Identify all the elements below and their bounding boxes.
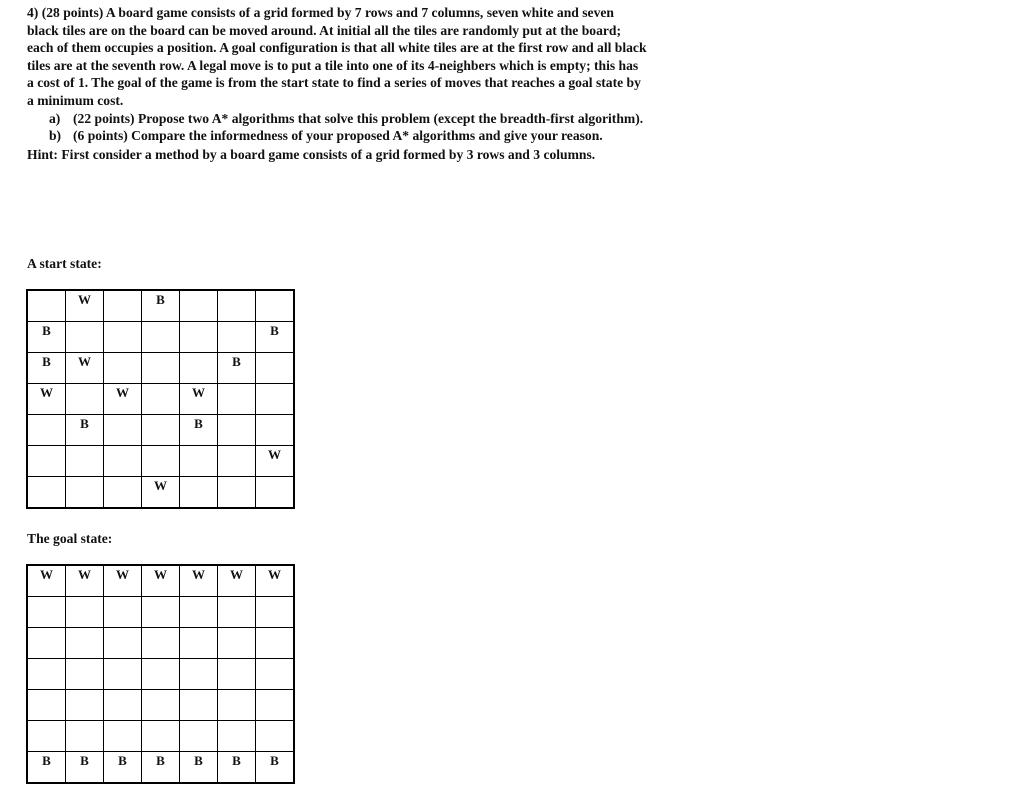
grid-row [27, 565, 294, 597]
grid-cell: W [66, 353, 104, 384]
grid-cell [218, 721, 256, 752]
grid-cell [142, 597, 180, 628]
goal-state-grid [26, 564, 295, 784]
part-a-label: a) [49, 110, 61, 126]
grid-cell: W [66, 565, 104, 597]
grid-cell [218, 322, 256, 353]
grid-cell: W [180, 565, 218, 597]
grid-cell: B [66, 415, 104, 446]
grid-cell [256, 597, 295, 628]
grid-row [27, 690, 294, 721]
grid-cell [66, 690, 104, 721]
grid-cell: W [27, 565, 66, 597]
grid-cell [142, 690, 180, 721]
grid-row [27, 628, 294, 659]
grid-cell [218, 690, 256, 721]
grid-cell [218, 477, 256, 509]
grid-cell [180, 628, 218, 659]
grid-cell: B [142, 290, 180, 322]
grid-cell [104, 322, 142, 353]
grid-cell: B [27, 353, 66, 384]
grid-cell [27, 290, 66, 322]
grid-cell [218, 446, 256, 477]
grid-cell [104, 628, 142, 659]
grid-cell [104, 477, 142, 509]
part-b-text: (6 points) Compare the informedness of your proposed A* algorithms and give your reason. [73, 128, 603, 144]
grid-cell [218, 384, 256, 415]
problem-intro: 4) (28 points) A board game consists of a grid formed by 7 rows and 7 columns, seven white and seven black tiles are on the board can be moved around. At initial all the tiles are randomly put at the board; each of them occupies a position. A goal configuration is that all white tiles are at the first row and all black tiles are at the seventh row. A legal move is to put a tile into one of its 4-neighbers which is empty; this has a cost of 1. The goal of the game is from the start state to find a series of moves that reaches a goal state by a minimum cost. [27, 5, 647, 108]
grid-cell [180, 477, 218, 509]
grid-cell [180, 322, 218, 353]
grid-cell [104, 597, 142, 628]
part-b [49, 127, 647, 145]
grid-cell: B [218, 752, 256, 784]
grid-cell [256, 384, 295, 415]
grid-cell [180, 290, 218, 322]
grid-cell [66, 659, 104, 690]
grid-cell [66, 322, 104, 353]
grid-cell [256, 659, 295, 690]
grid-cell: B [218, 353, 256, 384]
grid-cell [142, 353, 180, 384]
grid-cell [27, 597, 66, 628]
grid-cell [104, 659, 142, 690]
grid-cell [27, 628, 66, 659]
grid-row [27, 659, 294, 690]
grid-cell [218, 597, 256, 628]
grid-cell [27, 415, 66, 446]
grid-row [27, 477, 294, 509]
grid-row [27, 752, 294, 784]
grid-cell [218, 659, 256, 690]
grid-cell [180, 353, 218, 384]
grid-cell: W [180, 384, 218, 415]
grid-cell [180, 659, 218, 690]
grid-row [27, 597, 294, 628]
grid-cell: B [256, 322, 295, 353]
grid-cell [66, 597, 104, 628]
grid-cell: W [142, 477, 180, 509]
grid-cell [66, 721, 104, 752]
grid-cell [27, 659, 66, 690]
grid-cell: B [27, 322, 66, 353]
grid-cell [256, 477, 295, 509]
grid-cell [218, 628, 256, 659]
grid-cell: W [218, 565, 256, 597]
grid-cell [27, 477, 66, 509]
grid-row [27, 290, 294, 322]
grid-cell [180, 690, 218, 721]
grid-cell [218, 415, 256, 446]
grid-cell [104, 690, 142, 721]
grid-cell [218, 290, 256, 322]
goal-state-caption: The goal state: [27, 531, 113, 546]
grid-cell: W [104, 565, 142, 597]
grid-row [27, 322, 294, 353]
grid-cell [27, 690, 66, 721]
problem-text [27, 4, 647, 163]
grid-cell [142, 446, 180, 477]
grid-cell [27, 721, 66, 752]
grid-cell: B [142, 752, 180, 784]
grid-cell [66, 628, 104, 659]
grid-cell: W [256, 446, 295, 477]
grid-cell [142, 721, 180, 752]
grid-cell [66, 446, 104, 477]
grid-row [27, 721, 294, 752]
grid-cell: W [66, 290, 104, 322]
grid-cell: W [104, 384, 142, 415]
grid-cell [104, 446, 142, 477]
part-a-text: (22 points) Propose two A* algorithms that solve this problem (except the breadth-first algorithm). [73, 110, 644, 126]
grid-cell [104, 290, 142, 322]
grid-cell [142, 415, 180, 446]
grid-row [27, 384, 294, 415]
grid-cell [142, 384, 180, 415]
part-b-label: b) [49, 128, 62, 144]
grid-row [27, 415, 294, 446]
grid-cell [104, 415, 142, 446]
start-state-grid [26, 289, 295, 509]
grid-cell [66, 477, 104, 509]
grid-cell: B [27, 752, 66, 784]
grid-cell: B [104, 752, 142, 784]
grid-cell: W [142, 565, 180, 597]
start-state-caption: A start state: [27, 256, 102, 271]
grid-cell [66, 384, 104, 415]
grid-cell [180, 721, 218, 752]
grid-cell [142, 322, 180, 353]
grid-cell: B [66, 752, 104, 784]
grid-cell: W [256, 565, 295, 597]
grid-cell [180, 446, 218, 477]
grid-row [27, 446, 294, 477]
grid-cell [256, 690, 295, 721]
grid-cell [256, 290, 295, 322]
hint-text: Hint: First consider a method by a board game consists of a grid formed by 3 rows and 3 columns. [27, 146, 596, 162]
grid-cell [104, 353, 142, 384]
grid-cell [180, 597, 218, 628]
grid-cell: W [27, 384, 66, 415]
grid-cell [27, 446, 66, 477]
part-a [49, 110, 647, 128]
grid-cell: B [256, 752, 295, 784]
grid-cell [256, 353, 295, 384]
grid-cell [256, 415, 295, 446]
grid-cell: B [180, 752, 218, 784]
grid-cell [256, 721, 295, 752]
grid-cell [104, 721, 142, 752]
grid-cell [142, 628, 180, 659]
grid-cell [256, 628, 295, 659]
grid-row [27, 353, 294, 384]
grid-cell: B [180, 415, 218, 446]
grid-cell [142, 659, 180, 690]
